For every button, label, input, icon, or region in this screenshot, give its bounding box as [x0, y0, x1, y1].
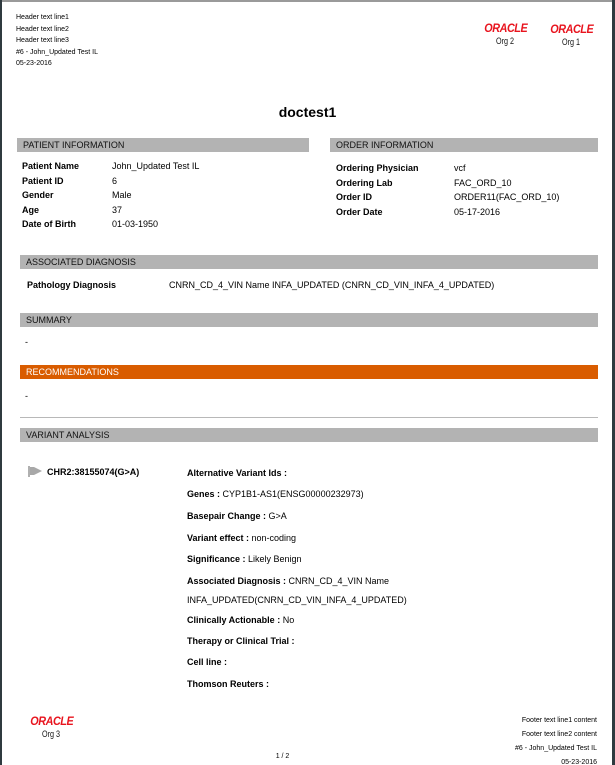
field-patient-name	[22, 159, 199, 174]
header-line-3: Header text line3	[16, 37, 69, 44]
footer-line-1: Footer text line1 content	[521, 717, 597, 724]
field-label: Order ID	[336, 192, 373, 202]
field-order-id	[336, 190, 559, 205]
field-value: 6	[112, 175, 118, 186]
detail-label: Clinically Actionable :	[187, 615, 281, 625]
detail-basepair-change	[187, 511, 287, 521]
header-date: 05-23-2016	[16, 60, 52, 67]
detail-value: Likely Benign	[245, 554, 302, 564]
detail-value: No	[280, 615, 295, 625]
pathology-diagnosis-label: Pathology Diagnosis	[27, 280, 117, 290]
field-value: 37	[112, 204, 123, 215]
patient-information-fields	[22, 159, 199, 232]
variant-analysis-heading: VARIANT ANALYSIS	[20, 428, 598, 442]
header-line-2: Header text line2	[16, 25, 69, 33]
detail-thomson-reuters	[187, 679, 269, 689]
detail-value: non-coding	[249, 533, 297, 543]
detail-label: Basepair Change :	[187, 511, 267, 521]
order-information-fields	[336, 161, 559, 219]
field-age	[22, 203, 199, 218]
oracle-logo-icon: ORACLE	[30, 714, 74, 728]
order-information-heading: ORDER INFORMATION	[330, 138, 598, 152]
detail-label: Thomson Reuters :	[187, 679, 270, 689]
field-label: Ordering Physician	[336, 163, 419, 173]
detail-alternative-variant-ids	[187, 468, 287, 478]
detail-associated-diagnosis-cont	[187, 595, 407, 605]
recommendations-content: -	[25, 391, 28, 401]
detail-therapy-clinical-trial	[187, 636, 295, 646]
header-patient-ref: #6 - John_Updated Test IL	[16, 48, 98, 56]
detail-label: Alternative Variant Ids :	[187, 468, 288, 478]
detail-value: INFA_UPDATED(CNRN_CD_VIN_INFA_4_UPDATED)	[187, 595, 407, 605]
header-line-1: Header text line1	[16, 14, 69, 21]
pathology-diagnosis-value: CNRN_CD_4_VIN Name INFA_UPDATED (CNRN_CD_VIN_INFA_4_UPDATED)	[169, 280, 495, 290]
field-label: Date of Birth	[22, 219, 76, 229]
oracle-logo-org1	[548, 22, 594, 47]
detail-label: Associated Diagnosis :	[187, 576, 287, 586]
detail-cell-line	[187, 657, 227, 667]
field-value: vcf	[454, 163, 466, 173]
detail-clinically-actionable	[187, 615, 294, 625]
oracle-logo-icon: ORACLE	[484, 21, 528, 35]
field-label: Ordering Lab	[336, 177, 393, 188]
footer-date: 05-23-2016	[561, 759, 597, 765]
detail-label: Therapy or Clinical Trial :	[187, 636, 295, 646]
associated-diagnosis-heading: ASSOCIATED DIAGNOSIS	[20, 255, 598, 269]
field-gender	[22, 188, 199, 203]
logo-org-label: Org 3	[41, 729, 60, 739]
detail-value: CYP1B1-AS1(ENSG00000232973)	[220, 489, 364, 499]
recommendations-heading: RECOMMENDATIONS	[20, 365, 598, 379]
section-divider	[20, 417, 598, 418]
detail-label: Cell line :	[187, 657, 228, 667]
field-label: Patient Name	[22, 161, 80, 171]
page-top-border	[0, 0, 615, 2]
footer-line-2: Footer text line2 content	[521, 731, 597, 738]
detail-label: Genes :	[187, 489, 221, 499]
detail-label: Significance :	[187, 554, 246, 564]
detail-significance	[187, 554, 302, 564]
oracle-logo-icon: ORACLE	[550, 22, 594, 36]
field-value: ORDER11(FAC_ORD_10)	[454, 192, 560, 202]
field-ordering-lab	[336, 176, 559, 191]
field-label: Order Date	[336, 206, 383, 217]
field-label: Gender	[22, 190, 54, 200]
detail-variant-effect	[187, 533, 296, 543]
variant-entry	[28, 466, 139, 477]
field-order-date	[336, 205, 559, 220]
field-value: John_Updated Test IL	[112, 161, 200, 171]
variant-id-label: CHR2:38155074(G>A)	[47, 466, 140, 477]
pathology-diagnosis-row	[27, 278, 494, 292]
page-number: 1 / 2	[275, 753, 290, 760]
logo-org-label: Org 1	[561, 37, 580, 47]
field-date-of-birth	[22, 217, 199, 232]
document-title: doctest1	[278, 104, 337, 120]
patient-information-heading: PATIENT INFORMATION	[17, 138, 309, 152]
field-label: Patient ID	[22, 175, 64, 186]
detail-value: CNRN_CD_4_VIN Name	[286, 576, 390, 586]
field-value: 05-17-2016	[454, 206, 501, 217]
detail-associated-diagnosis	[187, 576, 389, 586]
summary-heading: SUMMARY	[20, 313, 598, 327]
field-value: Male	[112, 190, 132, 200]
field-value: FAC_ORD_10	[454, 177, 512, 188]
detail-value: G>A	[266, 511, 287, 521]
field-value: 01-03-1950	[112, 219, 159, 229]
field-label: Age	[22, 204, 40, 215]
field-patient-id	[22, 174, 199, 189]
flag-icon	[28, 466, 39, 477]
header-text-block	[16, 12, 98, 70]
oracle-logo-org2	[482, 21, 528, 46]
field-ordering-physician	[336, 161, 559, 176]
detail-genes	[187, 489, 364, 499]
summary-content: -	[25, 337, 28, 347]
logo-org-label: Org 2	[495, 36, 514, 46]
detail-label: Variant effect :	[187, 533, 250, 543]
footer-patient-ref: #6 - John_Updated Test IL	[515, 745, 597, 752]
oracle-logo-org3	[28, 714, 74, 739]
